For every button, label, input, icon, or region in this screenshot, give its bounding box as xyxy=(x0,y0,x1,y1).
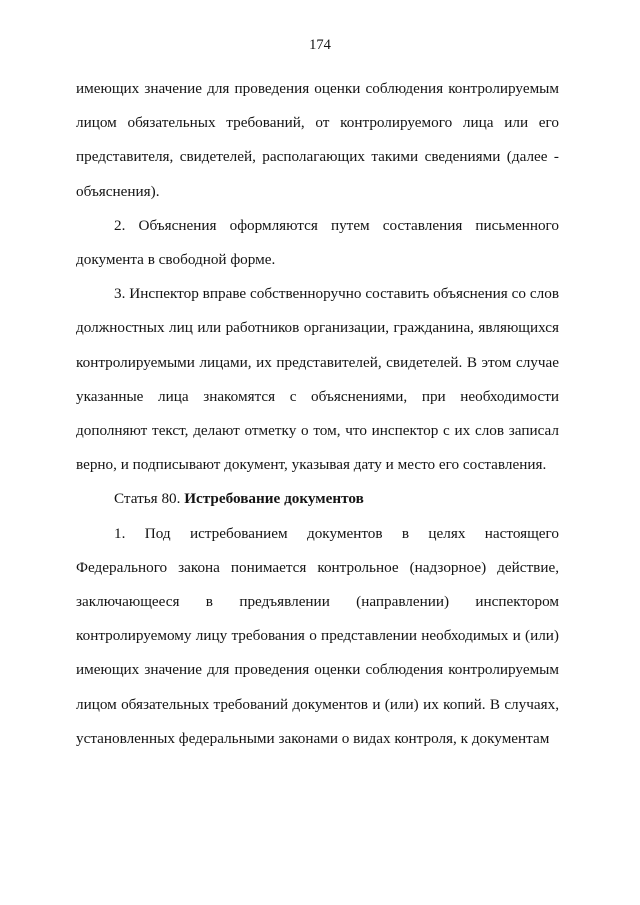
article-heading xyxy=(76,482,559,516)
article-number: Статья 80. xyxy=(114,490,181,508)
article-title: Истребование документов xyxy=(184,490,364,508)
page-number: 174 xyxy=(309,37,331,53)
paragraph-continuation: имеющих значение для проведения оценки соблюдения контролируемым лицом обязательных требований, от контролируемого лица или его представителя, свидетелей, располагающих такими сведениями (далее - объяснения). xyxy=(76,80,559,200)
paragraph-item-3: 3. Инспектор вправе собственноручно составить объяснения со слов должностных лиц или работников организации, гражданина, являющихся контролируемыми лицами, их представителей, свидетелей. В этом случае указанные лица знакомятся с объяснениями, при необходимости дополняют текст, делают отметку о том, что инспектор с их слов записал верно, и подписывают документ, указывая дату и место его составления. xyxy=(76,285,559,474)
paragraph-article-80-item-1: 1. Под истребованием документов в целях настоящего Федерального закона понимается контрольное (надзорное) действие, заключающееся в предъявлении (направлении) инспектором контролируемому лицу требования о представлении необходимых и (или) имеющих значение для проведения оценки соблюдения контролируемым лицом обязательных требований документов и (или) их копий. В случаях, установленных федеральными законами о видах контроля, к документам xyxy=(76,524,559,747)
document-body xyxy=(76,72,559,756)
paragraph-item-2: 2. Объяснения оформляются путем составления письменного документа в свободной форме. xyxy=(76,216,559,269)
